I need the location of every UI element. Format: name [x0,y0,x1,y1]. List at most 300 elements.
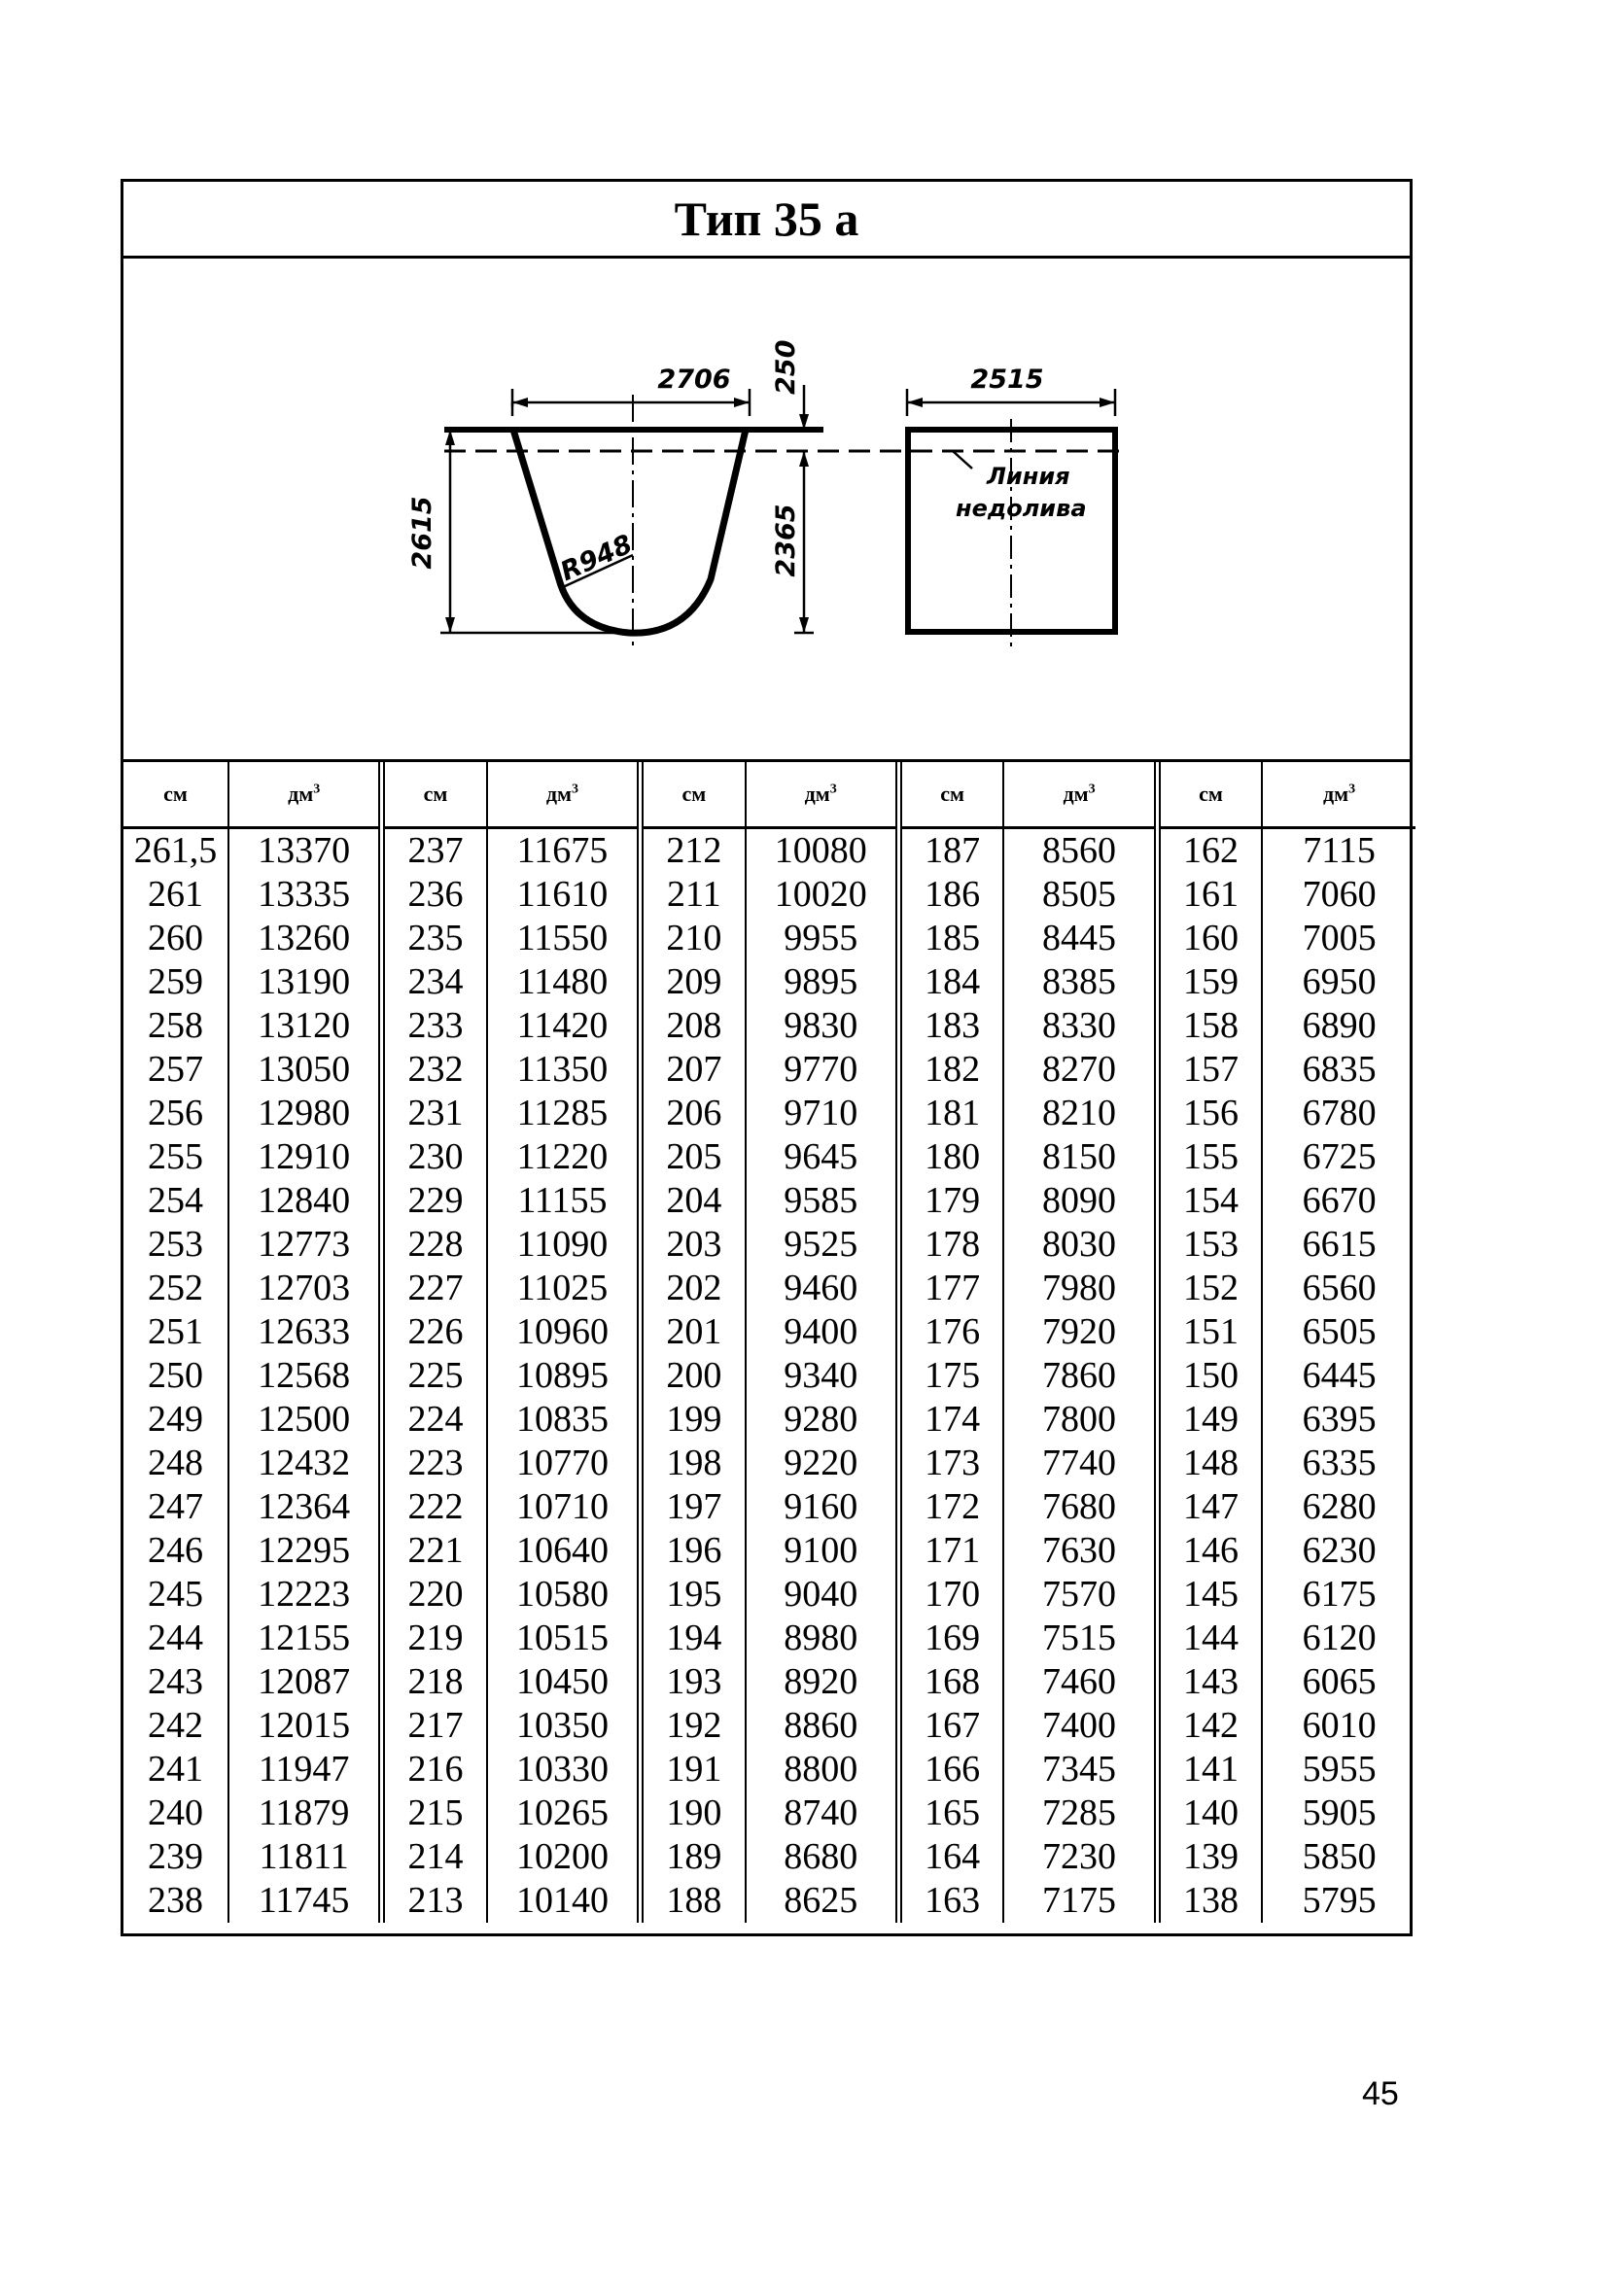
header-dm-label: дм [1063,782,1089,806]
fill-height-label: 2365 [771,504,801,577]
volume-dm3-cell: 10640 [487,1529,641,1573]
header-cm: см [123,762,228,828]
volume-dm3-cell: 11550 [487,917,641,960]
level-cm-cell: 228 [382,1223,487,1267]
volume-dm3-cell: 8030 [1003,1223,1157,1267]
volume-dm3-cell: 9895 [746,960,899,1004]
volume-dm3-cell: 11879 [228,1792,382,1835]
volume-dm3-cell: 10515 [487,1617,641,1660]
volume-dm3-cell: 9460 [746,1267,899,1310]
volume-dm3-cell: 9770 [746,1048,899,1092]
volume-dm3-cell: 7175 [1003,1879,1157,1923]
volume-dm3-cell: 8330 [1003,1004,1157,1048]
level-cm-cell: 201 [641,1310,746,1354]
level-cm-cell: 153 [1157,1223,1262,1267]
tank-drawing-panel [123,259,1410,762]
level-cm-cell: 243 [123,1660,228,1704]
table-row [123,1442,1415,1485]
volume-dm3-cell: 7005 [1302,918,1377,958]
header-dm-exponent: 3 [572,782,578,797]
level-cm-cell: 178 [898,1223,1003,1267]
volume-dm3-cell: 11675 [487,828,641,874]
table-row [123,917,1415,960]
level-cm-cell: 169 [898,1617,1003,1660]
level-cm-cell: 198 [641,1442,746,1485]
volume-dm3-cell: 6010 [1302,1705,1377,1746]
volume-dm3-cell: 7740 [1003,1442,1157,1485]
volume-dm3-cell: 7345 [1003,1748,1157,1792]
header-cm: см [1157,762,1262,828]
tank-calibration-frame [121,179,1413,1936]
volume-dm3-cell: 11745 [228,1879,382,1923]
volume-dm3-cell: 12633 [228,1310,382,1354]
level-cm-cell: 170 [898,1573,1003,1617]
table-row [123,1398,1415,1442]
volume-dm3-cell: 13260 [228,917,382,960]
level-cm-cell: 139 [1157,1835,1262,1879]
volume-dm3-cell: 5850 [1302,1836,1377,1877]
level-cm-cell: 164 [898,1835,1003,1879]
volume-dm3-cell: 6890 [1302,1005,1377,1046]
table-row [123,1223,1415,1267]
volume-dm3-cell: 11090 [487,1223,641,1267]
level-cm-cell: 221 [382,1529,487,1573]
volume-dm3-cell: 13190 [228,960,382,1004]
level-cm-cell: 195 [641,1573,746,1617]
volume-dm3-cell: 9830 [746,1004,899,1048]
volume-dm3-cell: 12223 [228,1573,382,1617]
table-row [123,1660,1415,1704]
volume-dm3-cell: 8800 [746,1748,899,1792]
volume-dm3-cell: 11480 [487,960,641,1004]
volume-dm3-cell: 6725 [1302,1136,1377,1177]
level-cm-cell: 192 [641,1704,746,1748]
table-header-row [123,762,1415,828]
table-row [123,1617,1415,1660]
level-cm-cell: 224 [382,1398,487,1442]
level-cm-cell: 172 [898,1485,1003,1529]
level-cm-cell: 245 [123,1573,228,1617]
volume-dm3-cell: 12087 [228,1660,382,1704]
tank-cross-section-diagram [123,259,1410,762]
volume-dm3-cell: 9280 [746,1398,899,1442]
level-cm-cell: 209 [641,960,746,1004]
level-cm-cell: 145 [1157,1573,1262,1617]
level-cm-cell: 207 [641,1048,746,1092]
level-cm-cell: 162 [1157,828,1262,874]
table-row [123,1792,1415,1835]
level-cm-cell: 253 [123,1223,228,1267]
volume-dm3-cell: 12840 [228,1179,382,1223]
level-cm-cell: 200 [641,1354,746,1398]
calibration-table [123,762,1415,1923]
underfill-label-line1: Линия [987,463,1070,490]
volume-dm3-cell: 7980 [1003,1267,1157,1310]
level-cm-cell: 181 [898,1092,1003,1135]
width-right-label: 2515 [970,365,1044,395]
header-dm3 [1262,762,1415,828]
volume-dm3-cell: 9710 [746,1092,899,1135]
table-row [123,1354,1415,1398]
level-cm-cell: 252 [123,1267,228,1310]
level-cm-cell: 157 [1157,1048,1262,1092]
level-cm-cell: 234 [382,960,487,1004]
page-number: 45 [1362,2075,1399,2112]
level-cm-cell: 159 [1157,960,1262,1004]
header-dm-exponent: 3 [313,782,321,797]
volume-dm3-cell: 10140 [487,1879,641,1923]
level-cm-cell: 171 [898,1529,1003,1573]
level-cm-cell: 168 [898,1660,1003,1704]
volume-dm3-cell: 10265 [487,1792,641,1835]
volume-dm3-cell: 12364 [228,1485,382,1529]
table-row [123,1835,1415,1879]
volume-dm3-cell: 6230 [1302,1530,1377,1571]
level-cm-cell: 167 [898,1704,1003,1748]
volume-dm3-cell: 12980 [228,1092,382,1135]
header-dm-exponent: 3 [1088,782,1096,797]
volume-dm3-cell: 10770 [487,1442,641,1485]
volume-dm3-cell: 10450 [487,1660,641,1704]
volume-dm3-cell: 10080 [746,828,899,874]
volume-dm3-cell: 12568 [228,1354,382,1398]
level-cm-cell: 208 [641,1004,746,1048]
level-cm-cell: 203 [641,1223,746,1267]
level-cm-cell: 191 [641,1748,746,1792]
header-dm-label: дм [804,782,830,806]
volume-dm3-cell: 13335 [228,873,382,917]
volume-dm3-cell: 8445 [1003,917,1157,960]
volume-dm3-cell: 7800 [1003,1398,1157,1442]
level-cm-cell: 186 [898,873,1003,917]
volume-dm3-cell: 8090 [1003,1179,1157,1223]
volume-dm3-cell: 10200 [487,1835,641,1879]
volume-dm3-cell: 6175 [1302,1574,1377,1615]
level-cm-cell: 190 [641,1792,746,1835]
top-gap-label: 250 [771,339,801,395]
level-cm-cell: 215 [382,1792,487,1835]
table-row [123,1004,1415,1048]
volume-dm3-cell: 8860 [746,1704,899,1748]
level-cm-cell: 147 [1157,1485,1262,1529]
level-cm-cell: 152 [1157,1267,1262,1310]
level-cm-cell: 235 [382,917,487,960]
level-cm-cell: 257 [123,1048,228,1092]
level-cm-cell: 211 [641,873,746,917]
volume-dm3-cell: 6505 [1302,1311,1377,1352]
volume-dm3-cell: 6065 [1302,1661,1377,1702]
volume-dm3-cell: 13050 [228,1048,382,1092]
level-cm-cell: 193 [641,1660,746,1704]
level-cm-cell: 212 [641,828,746,874]
volume-dm3-cell: 7860 [1003,1354,1157,1398]
table-row [123,873,1415,917]
level-cm-cell: 185 [898,917,1003,960]
level-cm-cell: 143 [1157,1660,1262,1704]
level-cm-cell: 182 [898,1048,1003,1092]
table-row [123,1529,1415,1573]
level-cm-cell: 236 [382,873,487,917]
level-cm-cell: 239 [123,1835,228,1879]
volume-dm3-cell: 10580 [487,1573,641,1617]
volume-dm3-cell: 6615 [1302,1224,1377,1265]
level-cm-cell: 166 [898,1748,1003,1792]
table-row [123,1485,1415,1529]
level-cm-cell: 199 [641,1398,746,1442]
volume-dm3-cell: 7515 [1003,1617,1157,1660]
volume-dm3-cell: 8150 [1003,1135,1157,1179]
volume-dm3-cell: 13120 [228,1004,382,1048]
level-cm-cell: 238 [123,1879,228,1923]
volume-dm3-cell: 6120 [1302,1618,1377,1658]
level-cm-cell: 246 [123,1529,228,1573]
level-cm-cell: 189 [641,1835,746,1879]
level-cm-cell: 154 [1157,1179,1262,1223]
table-title: Тип 35 а [123,182,1410,259]
level-cm-cell: 226 [382,1310,487,1354]
header-dm-label: дм [1323,782,1349,806]
volume-dm3-cell: 9955 [746,917,899,960]
level-cm-cell: 138 [1157,1879,1262,1923]
level-cm-cell: 179 [898,1179,1003,1223]
volume-dm3-cell: 10020 [746,873,899,917]
radius-label: R948 [555,529,638,588]
volume-dm3-cell: 12295 [228,1529,382,1573]
table-row [123,1748,1415,1792]
table-row [123,828,1415,874]
level-cm-cell: 219 [382,1617,487,1660]
level-cm-cell: 231 [382,1092,487,1135]
level-cm-cell: 144 [1157,1617,1262,1660]
level-cm-cell: 250 [123,1354,228,1398]
level-cm-cell: 260 [123,917,228,960]
volume-dm3-cell: 8980 [746,1617,899,1660]
table-row [123,1310,1415,1354]
volume-dm3-cell: 8680 [746,1835,899,1879]
level-cm-cell: 261 [123,873,228,917]
volume-dm3-cell: 6560 [1302,1268,1377,1308]
level-cm-cell: 173 [898,1442,1003,1485]
table-row [123,1704,1415,1748]
volume-dm3-cell: 10330 [487,1748,641,1792]
level-cm-cell: 241 [123,1748,228,1792]
volume-dm3-cell: 8740 [746,1792,899,1835]
level-cm-cell: 216 [382,1748,487,1792]
volume-dm3-cell: 12910 [228,1135,382,1179]
volume-dm3-cell: 12773 [228,1223,382,1267]
volume-dm3-cell: 8385 [1003,960,1157,1004]
level-cm-cell: 151 [1157,1310,1262,1354]
volume-dm3-cell: 11155 [487,1179,641,1223]
header-dm-label: дм [545,782,572,806]
level-cm-cell: 251 [123,1310,228,1354]
level-cm-cell: 237 [382,828,487,874]
volume-dm3-cell: 7230 [1003,1835,1157,1879]
level-cm-cell: 196 [641,1529,746,1573]
level-cm-cell: 255 [123,1135,228,1179]
table-row [123,1879,1415,1923]
volume-dm3-cell: 5955 [1302,1749,1377,1790]
level-cm-cell: 142 [1157,1704,1262,1748]
header-cm: см [382,762,487,828]
level-cm-cell: 254 [123,1179,228,1223]
table-row [123,1179,1415,1223]
volume-dm3-cell: 6950 [1302,961,1377,1002]
level-cm-cell: 184 [898,960,1003,1004]
level-cm-cell: 174 [898,1398,1003,1442]
volume-dm3-cell: 11220 [487,1135,641,1179]
level-cm-cell: 225 [382,1354,487,1398]
level-cm-cell: 223 [382,1442,487,1485]
table-row [123,1573,1415,1617]
table-row [123,1267,1415,1310]
level-cm-cell: 188 [641,1879,746,1923]
level-cm-cell: 249 [123,1398,228,1442]
header-dm-exponent: 3 [829,782,837,797]
level-cm-cell: 161 [1157,873,1262,917]
level-cm-cell: 204 [641,1179,746,1223]
volume-dm3-cell: 9525 [746,1223,899,1267]
volume-dm3-cell: 12500 [228,1398,382,1442]
level-cm-cell: 160 [1157,917,1262,960]
volume-dm3-cell: 9220 [746,1442,899,1485]
level-cm-cell: 177 [898,1267,1003,1310]
level-cm-cell: 230 [382,1135,487,1179]
level-cm-cell: 233 [382,1004,487,1048]
level-cm-cell: 149 [1157,1398,1262,1442]
volume-dm3-cell: 7630 [1003,1529,1157,1573]
volume-dm3-cell: 8210 [1003,1092,1157,1135]
level-cm-cell: 244 [123,1617,228,1660]
level-cm-cell: 156 [1157,1092,1262,1135]
level-cm-cell: 214 [382,1835,487,1879]
volume-dm3-cell: 8920 [746,1660,899,1704]
level-cm-cell: 213 [382,1879,487,1923]
volume-dm3-cell: 11025 [487,1267,641,1310]
table-body [123,828,1415,1924]
volume-dm3-cell: 6335 [1302,1443,1377,1483]
volume-dm3-cell: 6835 [1302,1049,1377,1090]
volume-dm3-cell: 12432 [228,1442,382,1485]
level-cm-cell: 218 [382,1660,487,1704]
volume-dm3-cell: 10895 [487,1354,641,1398]
level-cm-cell: 158 [1157,1004,1262,1048]
volume-dm3-cell: 7285 [1003,1792,1157,1835]
volume-dm3-cell: 8270 [1003,1048,1157,1092]
width-left-label: 2706 [657,365,731,395]
header-dm3 [487,762,641,828]
volume-dm3-cell: 11350 [487,1048,641,1092]
volume-dm3-cell: 9040 [746,1573,899,1617]
level-cm-cell: 261,5 [123,828,228,874]
header-dm3 [746,762,899,828]
volume-dm3-cell: 11947 [228,1748,382,1792]
level-cm-cell: 240 [123,1792,228,1835]
underfill-label-line2: недолива [956,495,1087,522]
level-cm-cell: 205 [641,1135,746,1179]
volume-dm3-cell: 7570 [1003,1573,1157,1617]
volume-dm3-cell: 9585 [746,1179,899,1223]
header-dm3 [228,762,382,828]
level-cm-cell: 140 [1157,1792,1262,1835]
level-cm-cell: 258 [123,1004,228,1048]
volume-dm3-cell: 6670 [1302,1180,1377,1221]
level-cm-cell: 163 [898,1879,1003,1923]
volume-dm3-cell: 9100 [746,1529,899,1573]
header-dm-label: дм [288,782,314,806]
level-cm-cell: 176 [898,1310,1003,1354]
level-cm-cell: 187 [898,828,1003,874]
volume-dm3-cell: 11420 [487,1004,641,1048]
volume-dm3-cell: 6445 [1302,1355,1377,1396]
level-cm-cell: 242 [123,1704,228,1748]
volume-dm3-cell: 6395 [1302,1399,1377,1440]
volume-dm3-cell: 7060 [1302,874,1377,915]
total-height-label: 2615 [407,496,437,570]
level-cm-cell: 141 [1157,1748,1262,1792]
level-cm-cell: 247 [123,1485,228,1529]
volume-dm3-cell: 7400 [1003,1704,1157,1748]
level-cm-cell: 210 [641,917,746,960]
volume-dm3-cell: 8625 [746,1879,899,1923]
volume-dm3-cell: 9160 [746,1485,899,1529]
header-dm3 [1003,762,1157,828]
level-cm-cell: 183 [898,1004,1003,1048]
volume-dm3-cell: 7920 [1003,1310,1157,1354]
level-cm-cell: 165 [898,1792,1003,1835]
header-cm: см [641,762,746,828]
volume-dm3-cell: 11285 [487,1092,641,1135]
volume-dm3-cell: 7460 [1003,1660,1157,1704]
volume-dm3-cell: 12155 [228,1617,382,1660]
volume-dm3-cell: 6780 [1302,1093,1377,1133]
volume-dm3-cell: 12703 [228,1267,382,1310]
level-cm-cell: 256 [123,1092,228,1135]
table-row [123,1048,1415,1092]
volume-dm3-cell: 13370 [228,828,382,874]
volume-dm3-cell: 9645 [746,1135,899,1179]
volume-dm3-cell: 9400 [746,1310,899,1354]
volume-dm3-cell: 9340 [746,1354,899,1398]
level-cm-cell: 248 [123,1442,228,1485]
volume-dm3-cell: 12015 [228,1704,382,1748]
volume-dm3-cell: 8505 [1003,873,1157,917]
volume-dm3-cell: 10835 [487,1398,641,1442]
table-row [123,1092,1415,1135]
header-dm-exponent: 3 [1348,782,1356,797]
level-cm-cell: 222 [382,1485,487,1529]
volume-dm3-cell: 10960 [487,1310,641,1354]
level-cm-cell: 155 [1157,1135,1262,1179]
volume-dm3-cell: 10350 [487,1704,641,1748]
level-cm-cell: 148 [1157,1442,1262,1485]
volume-dm3-cell: 10710 [487,1485,641,1529]
level-cm-cell: 150 [1157,1354,1262,1398]
volume-dm3-cell: 11811 [228,1835,382,1879]
level-cm-cell: 206 [641,1092,746,1135]
level-cm-cell: 202 [641,1267,746,1310]
volume-dm3-cell: 7115 [1303,830,1376,871]
volume-dm3-cell: 11610 [487,873,641,917]
level-cm-cell: 146 [1157,1529,1262,1573]
volume-dm3-cell: 5795 [1302,1880,1377,1921]
volume-dm3-cell: 8560 [1003,828,1157,874]
level-cm-cell: 197 [641,1485,746,1529]
header-cm: см [898,762,1003,828]
volume-dm3-cell: 7680 [1003,1485,1157,1529]
volume-dm3-cell: 5905 [1302,1792,1377,1833]
level-cm-cell: 194 [641,1617,746,1660]
